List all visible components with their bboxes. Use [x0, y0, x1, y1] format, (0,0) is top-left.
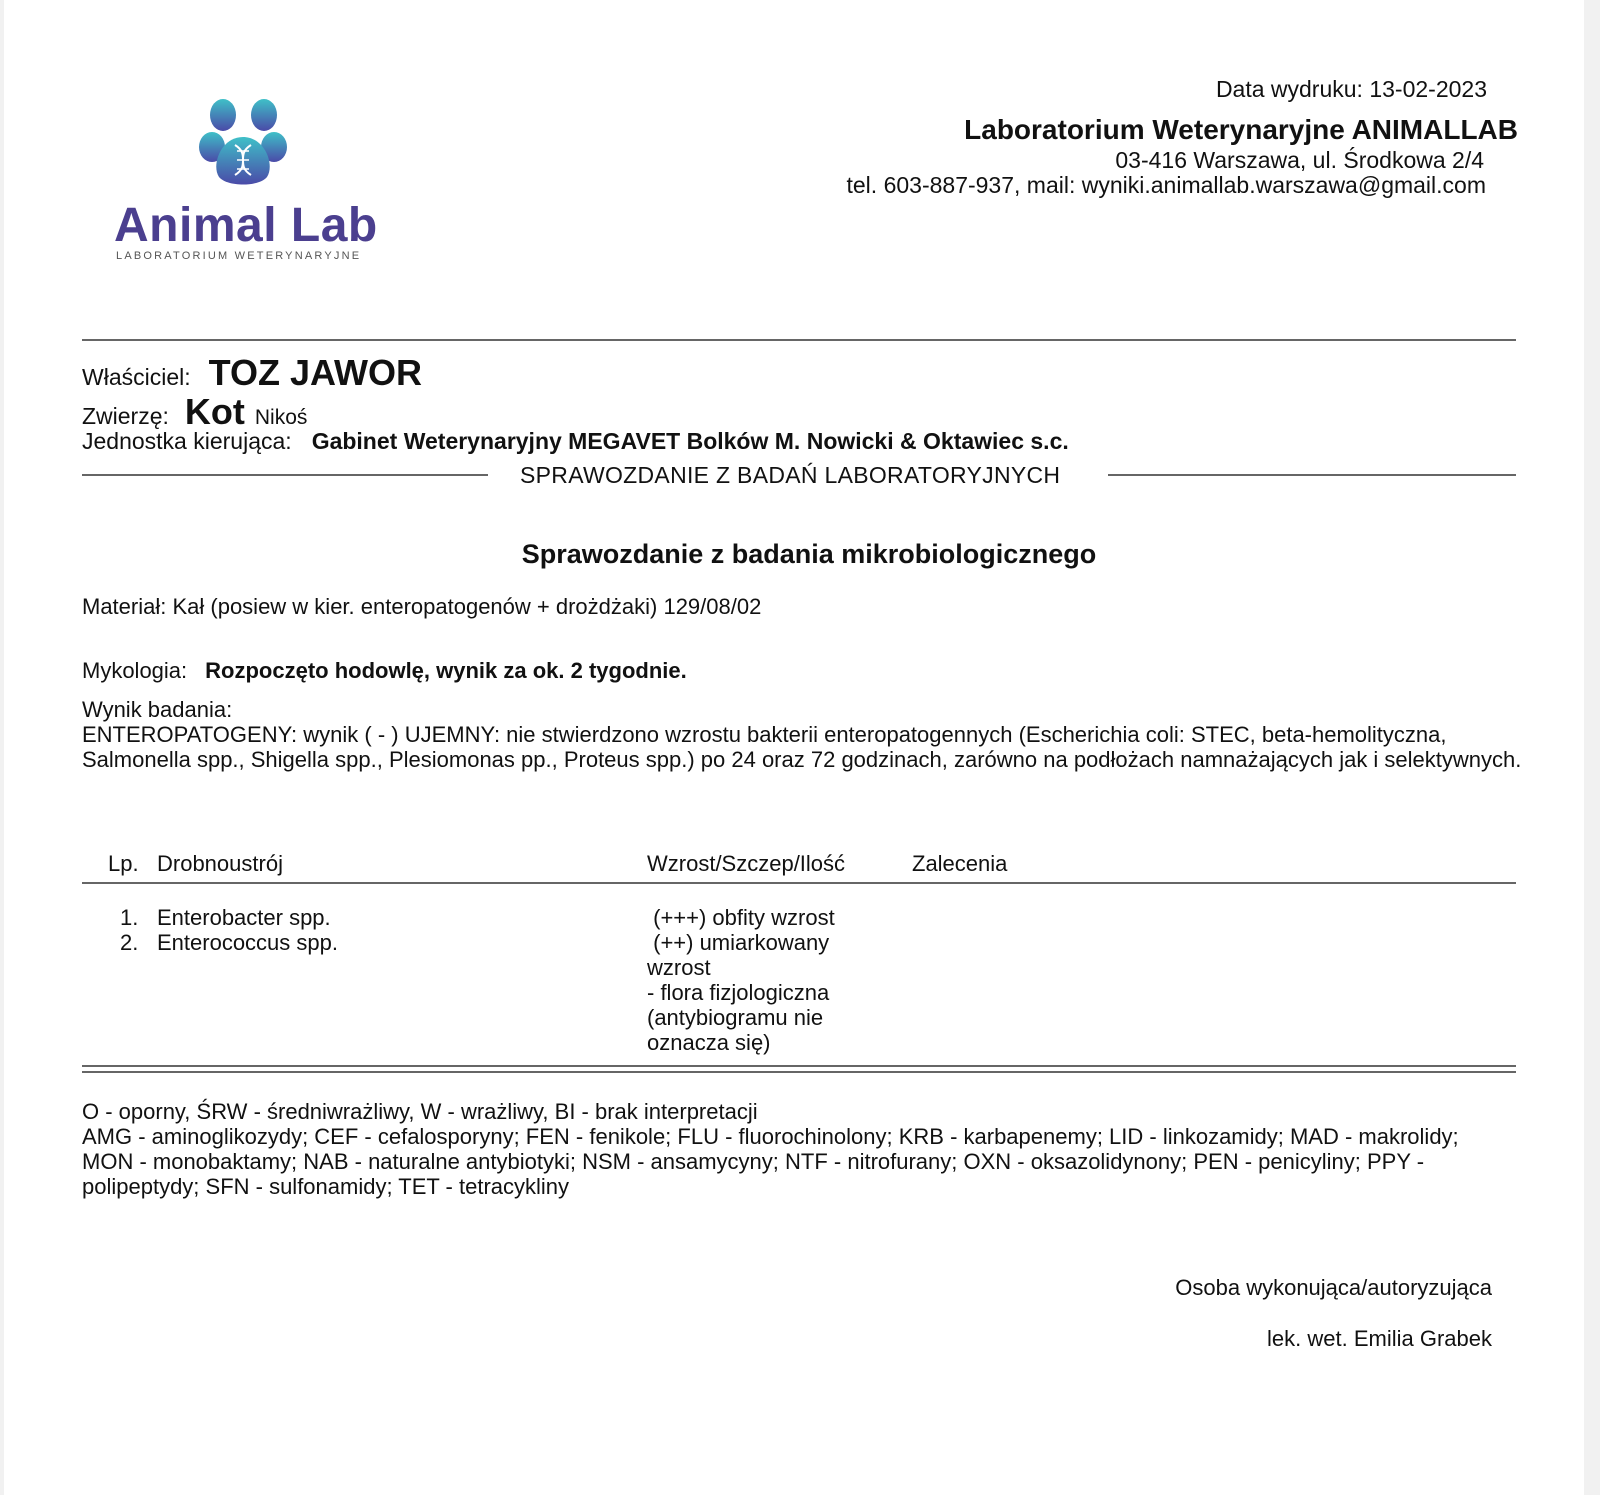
- animal-name: Nikoś: [254, 406, 308, 429]
- logo-wordmark: Animal Lab: [114, 199, 378, 252]
- table-footer-divider-2: [82, 1071, 1516, 1073]
- growth-line-3: wzrost: [647, 955, 711, 980]
- table-row-2-lp: 2.: [120, 930, 139, 955]
- referring-unit-label: Jednostka kierująca:: [82, 428, 292, 454]
- table-header-organism: Drobnoustrój: [157, 851, 283, 876]
- growth-line-6: oznacza się): [647, 1030, 771, 1055]
- mycology-label: Mykologia:: [82, 658, 188, 683]
- logo-subtitle: LABORATORIUM WETERYNARYJNE: [116, 250, 362, 262]
- table-header-lp: Lp.: [108, 851, 139, 876]
- table-footer-divider-1: [82, 1065, 1516, 1067]
- growth-line-4: - flora fizjologiczna: [647, 980, 830, 1005]
- report-title: Sprawozdanie z badania mikrobiologicznego: [521, 539, 1097, 569]
- result-label: Wynik badania:: [82, 697, 233, 722]
- abbreviation-legend: [82, 1099, 1512, 1199]
- animal-species: Kot: [184, 391, 245, 432]
- owner-label: Właściciel:: [82, 364, 191, 390]
- mycology-value: Rozpoczęto hodowlę, wynik za ok. 2 tygodnie.: [205, 658, 687, 683]
- result-text: ENTEROPATOGENY: wynik ( - ) UJEMNY: nie stwierdzono wzrostu bakterii enteropatogennych (Escherichia coli: STEC, beta-hemolityczna, Salmonella spp., Shigella spp., Plesiomonas pp., Proteus spp.) po 24 oraz 72 godzinach, zarówno na podłożach namnażających jak i selektywnych.: [82, 722, 1522, 772]
- lab-address: 03-416 Warszawa, ul. Środkowa 2/4: [1115, 147, 1484, 173]
- animal-row: [82, 391, 307, 433]
- growth-line-2: (++) umiarkowany: [647, 930, 830, 955]
- legend-line-2: AMG - aminoglikozydy; CEF - cefalosporyny; FEN - fenikole; FLU - fluorochinolony; KRB - karbapenemy; LID - linkozamidy; MAD - makrolidy; MON - monobaktamy; NAB - naturalne antybiotyki; NSM - ansamycyny; NTF - nitrofurany; OXN - oksazolidynony; PEN - penicyliny; PPY - polipeptydy; SFN - sulfonamidy; TET - tetracykliny: [82, 1124, 1459, 1199]
- table-row-2-organism: Enterococcus spp.: [157, 930, 338, 955]
- owner-value: TOZ JAWOR: [208, 352, 422, 393]
- signature-role: Osoba wykonująca/autoryzująca: [1175, 1275, 1492, 1300]
- report-page: [4, 0, 1584, 1495]
- header-divider: [82, 339, 1516, 341]
- signature-name: lek. wet. Emilia Grabek: [1267, 1326, 1492, 1351]
- section-title: SPRAWOZDANIE Z BADAŃ LABORATORYJNYCH: [520, 462, 1061, 488]
- legend-line-1: O - oporny, ŚRW - średniwrażliwy, W - wrażliwy, BI - brak interpretacji: [82, 1099, 758, 1124]
- material: Materiał: Kał (posiew w kier. enteropatogenów + drożdżaki) 129/08/02: [82, 594, 762, 619]
- referring-unit-value: Gabinet Weterynaryjny MEGAVET Bolków M. Nowicki & Oktawiec s.c.: [311, 428, 1069, 454]
- table-header-recommendations: Zalecenia: [912, 851, 1008, 876]
- lab-name: Laboratorium Weterynaryjne ANIMALLAB: [964, 114, 1518, 145]
- owner-row: [82, 352, 422, 394]
- growth-line-5: (antybiogramu nie: [647, 1005, 824, 1030]
- growth-line-1: (+++) obfity wzrost: [647, 905, 835, 930]
- table-header-growth: Wzrost/Szczep/Ilość: [647, 851, 846, 876]
- animal-label: Zwierzę:: [82, 403, 169, 429]
- table-header-divider: [82, 882, 1516, 884]
- mycology-row: [82, 658, 687, 684]
- lab-contact: tel. 603-887-937, mail: wyniki.animallab.warszawa@gmail.com: [846, 172, 1486, 198]
- section-divider-left: [82, 474, 488, 476]
- table-row-1-organism: Enterobacter spp.: [157, 905, 331, 930]
- print-date: Data wydruku: 13-02-2023: [1215, 76, 1487, 102]
- section-divider-right: [1108, 474, 1516, 476]
- table-row-1-lp: 1.: [120, 905, 139, 930]
- referring-unit-row: [82, 428, 1069, 455]
